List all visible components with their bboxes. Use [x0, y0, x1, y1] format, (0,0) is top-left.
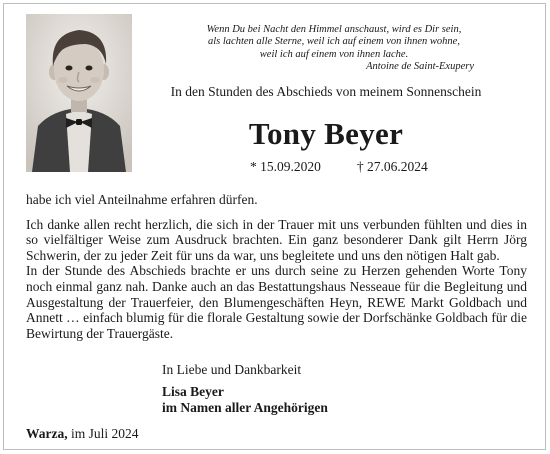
child-portrait-image	[26, 14, 132, 172]
signer-name: Lisa Beyer	[162, 384, 224, 399]
portrait-photo	[26, 14, 132, 172]
signature-block	[162, 362, 328, 416]
place-date	[26, 426, 139, 442]
place-month: im Juli 2024	[71, 426, 139, 441]
memorial-quote	[186, 24, 482, 73]
signer-family: im Namen aller Angehörigen	[162, 400, 328, 415]
paragraph: habe ich viel Anteilnahme erfahren dürfen.	[26, 192, 258, 207]
life-dates	[250, 159, 428, 175]
place-city: Warza,	[26, 426, 68, 441]
deceased-name: Tony Beyer	[248, 116, 404, 151]
quote-line: als lachten alle Sterne, weil ich auf einem von ihnen wohne,	[208, 36, 460, 48]
quote-author: Antoine de Saint-Exupery	[366, 60, 474, 72]
paragraph: In der Stunde des Abschieds brachte er uns durch seine zu Herzen gehenden Worte Tony noch einmal ganz nah. Danke auch an das Bestattungshaus Nesseaue für die Begleitung und Ausgestaltung der Trauerfeier, den Blumengeschäften Heyn, REWE Markt Goldbach und Annett … einfach blumig für die florale Gestaltung sowie der Dorfschänke Goldbach für die Bewirtung der Trauergäste.	[26, 263, 527, 341]
quote-line: Wenn Du bei Nacht den Himmel anschaust, wird es Dir sein,	[206, 24, 462, 35]
birth-date: * 15.09.2020	[250, 159, 321, 174]
intro-line: In den Stunden des Abschieds von meinem Sonnenschein	[170, 84, 482, 99]
paragraph: Ich danke allen recht herzlich, die sich in der Trauer mit uns verbunden fühlten und dies in so vielfältiger Weise zum Ausdruck brachten. Ein ganz besonderer Dank gilt Herrn Jörg Schwerin, der zu jeder Zeit für uns da war, uns begleitete und uns den nötigen Halt gab.	[26, 216, 527, 263]
closing-greeting: In Liebe und Dankbarkeit	[162, 362, 302, 377]
quote-line: weil ich auf einem von ihnen lache.	[259, 48, 409, 60]
death-date: † 27.06.2024	[356, 159, 428, 174]
thank-you-text	[26, 192, 527, 341]
